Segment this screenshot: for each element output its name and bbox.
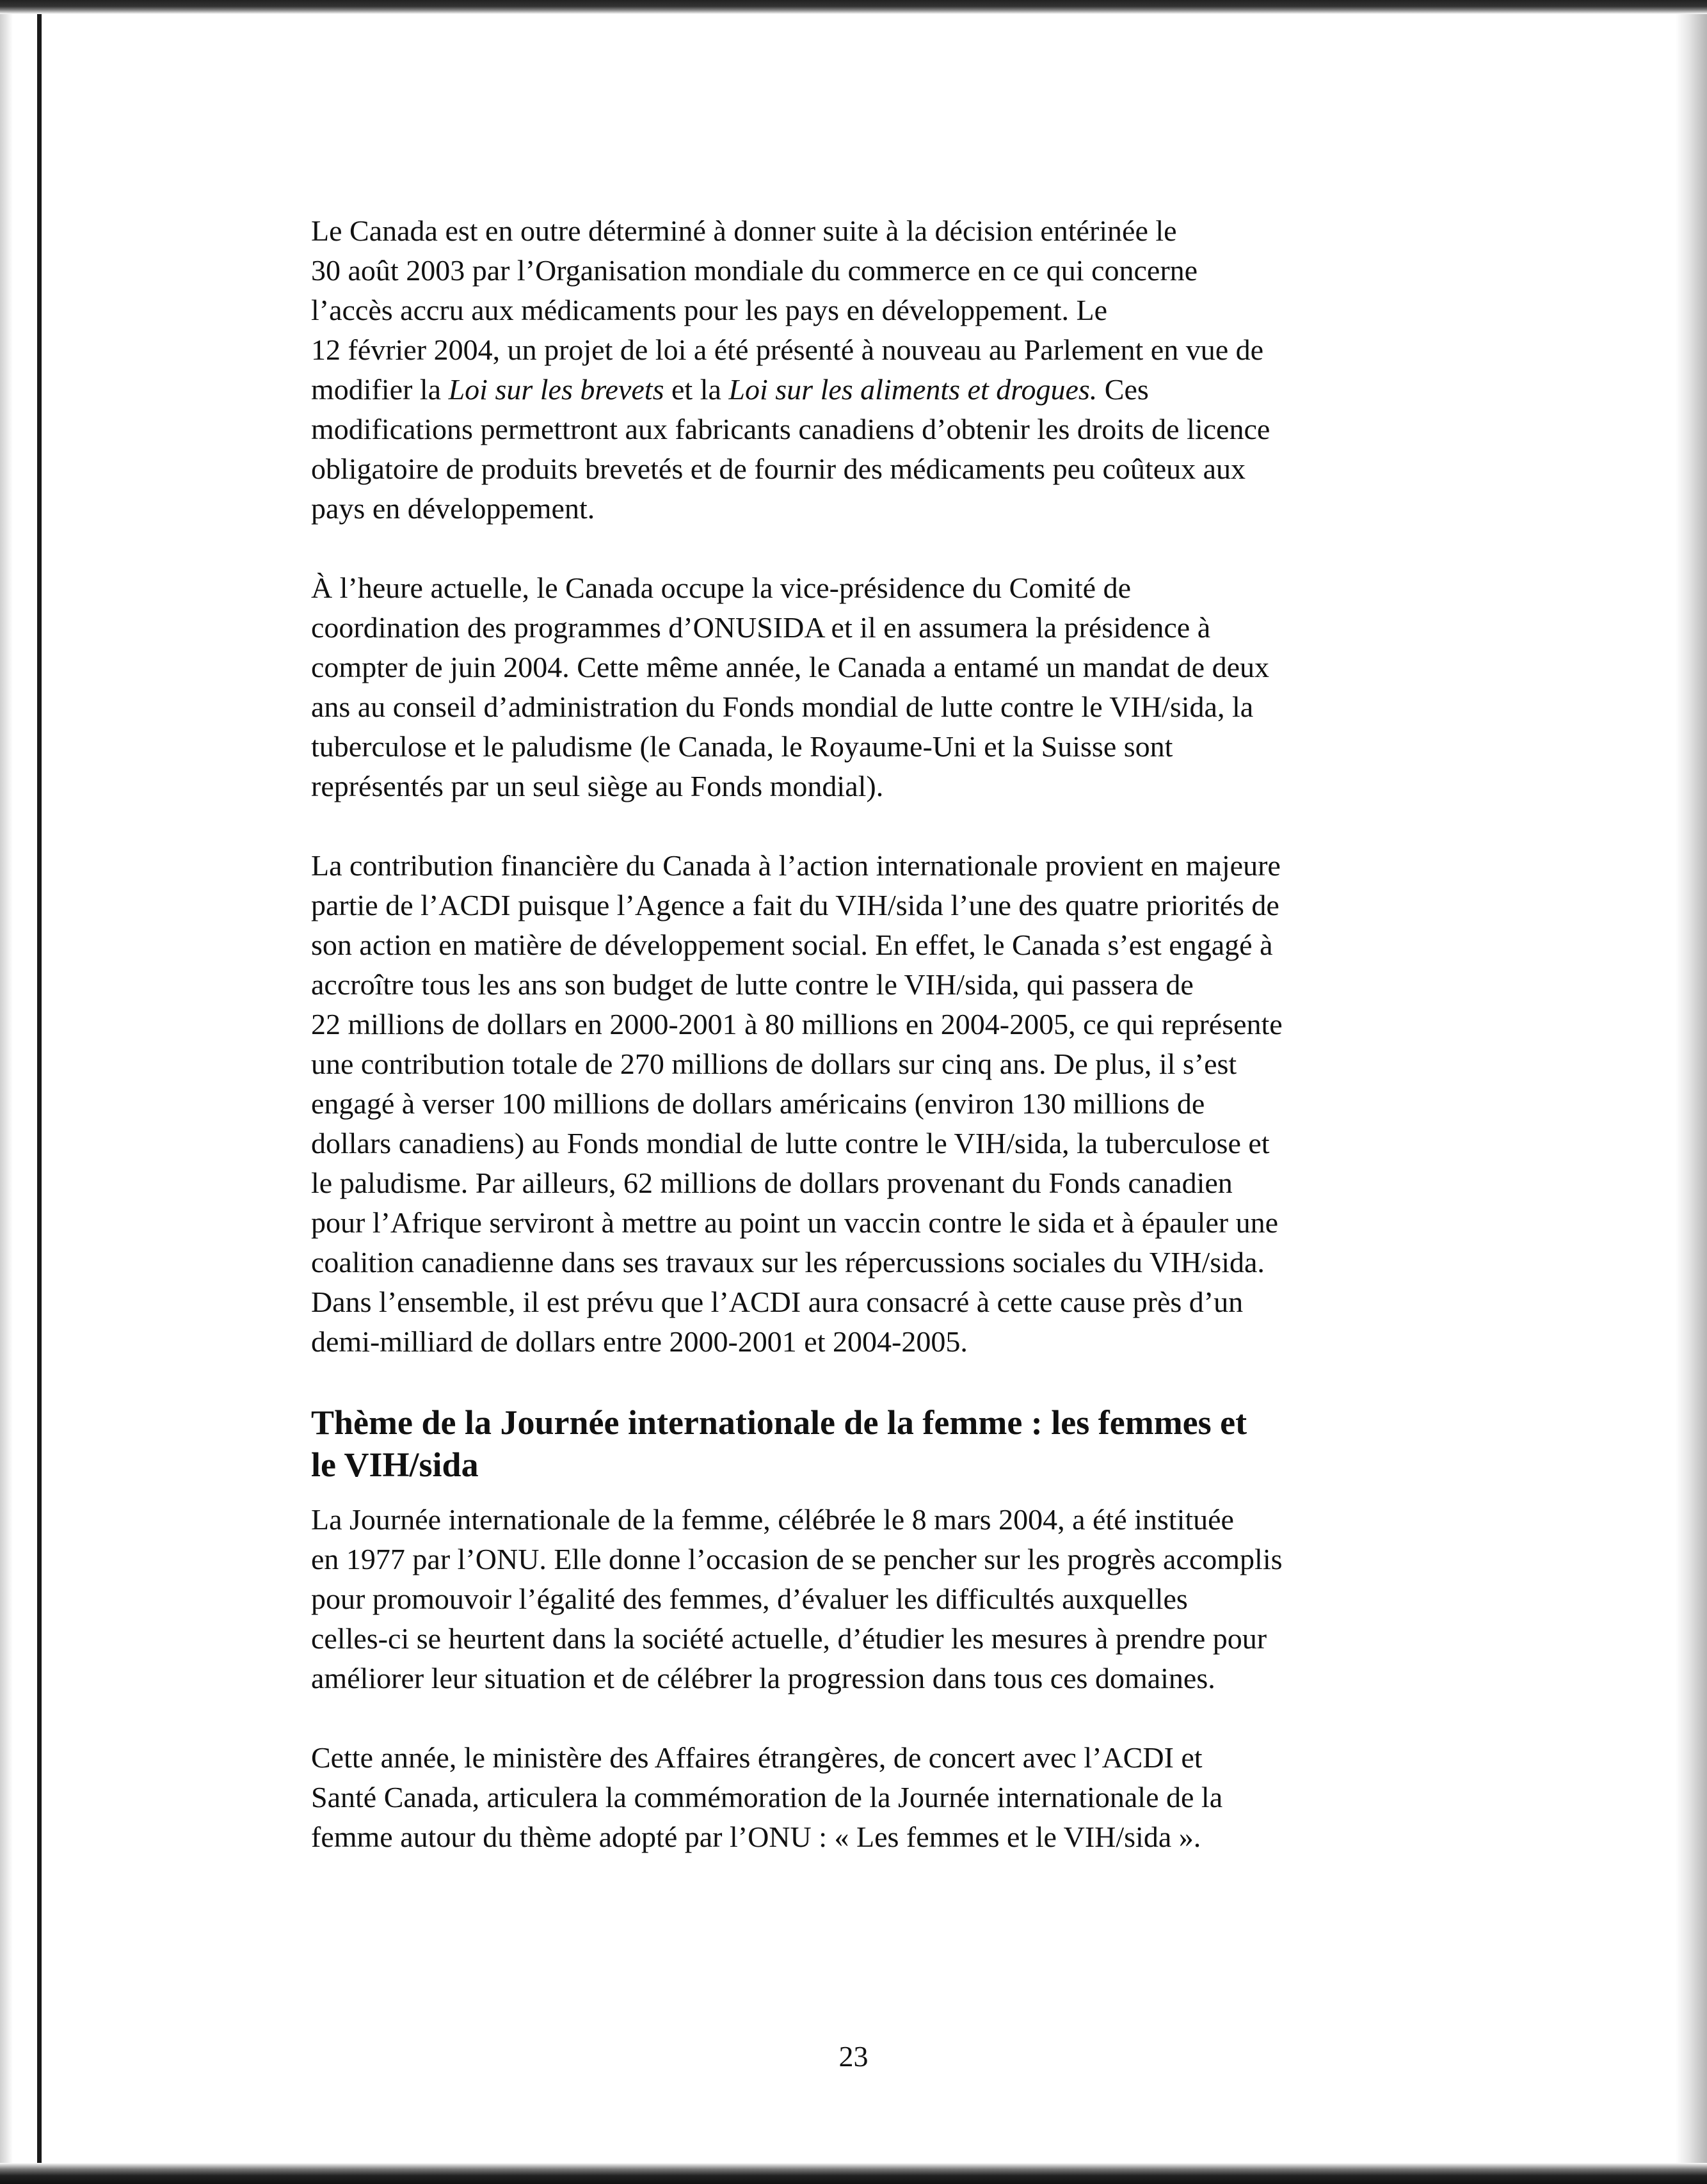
paragraph-trips-decision	[311, 211, 1412, 529]
page-number: 23	[838, 2040, 869, 2073]
scan-shadow-left	[0, 14, 13, 2165]
scan-border-bottom	[0, 2163, 1707, 2184]
page-body	[311, 211, 1412, 1897]
section-heading: Thème de la Journée internationale de la femme : les femmes et le VIH/sida	[311, 1403, 1247, 1484]
scan-shadow-right	[1676, 14, 1707, 2165]
paragraph-text: Le Canada est en outre déterminé à donner suite à la décision entérinée le 30 août 2003 par l’Organisation mondiale du commerce en ce qui concerne l’accès accru aux médicaments pour les pays en développement. Le 12 février 2004, un projet de loi a été présenté à nouveau au Parlement en vue de modifier la	[311, 214, 1264, 406]
law-title-food-and-drugs-act: Loi sur les aliments et drogues.	[728, 373, 1098, 406]
scan-border-top	[0, 0, 1707, 14]
paragraph-text: Ces modifications permettront aux fabricants canadiens d’obtenir les droits de licence obligatoire de produits brevetés et de fournir des médicaments peu coûteux aux pays en développement.	[311, 373, 1270, 525]
paragraph-cida-contribution: La contribution financière du Canada à l’action internationale provient en majeure partie de l’ACDI puisque l’Agence a fait du VIH/sida l’une des quatre priorités de son action en matière de développement social. En effet, le Canada s’est engagé à accroître tous les ans son budget de lutte contre le VIH/sida, qui passera de 22 millions de dollars en 2000-2001 à 80 millions en 2004-2005, ce qui représente une contribution totale de 270 millions de dollars sur cinq ans. De plus, il s’est engagé à verser 100 millions de dollars américains (environ 130 millions de dollars canadiens) au Fonds mondial de lutte contre le VIH/sida, la tuberculose et le paludisme. Par ailleurs, 62 millions de dollars provenant du Fonds canadien pour l’Afrique serviront à mettre au point un vaccin contre le sida et à épauler une coalition canadienne dans ses travaux sur les répercussions sociales du VIH/sida. Dans l’ensemble, il est prévu que l’ACDI aura consacré à cette cause près d’un demi-milliard de dollars entre 2000-2001 et 2004-2005.	[311, 849, 1283, 1358]
law-title-patent-act: Loi sur les brevets	[448, 373, 664, 406]
paragraph-unaids-role: À l’heure actuelle, le Canada occupe la vice-présidence du Comité de coordination des programmes d’ONUSIDA et il en assumera la présidence à compter de juin 2004. Cette même année, le Canada a entamé un mandat de deux ans au conseil d’administration du Fonds mondial de lutte contre le VIH/sida, la tuberculose et le paludisme (le Canada, le Royaume-Uni et la Suisse sont représentés par un seul siège au Fonds mondial).	[311, 571, 1269, 802]
paragraph-text: et la	[664, 373, 729, 406]
scan-border-left	[37, 14, 42, 2165]
paragraph-commemoration-theme: Cette année, le ministère des Affaires étrangères, de concert avec l’ACDI et Santé Canada, articulera la commémoration de la Journée internationale de la femme autour du thème adopté par l’ONU : « Les femmes et le VIH/sida ».	[311, 1741, 1223, 1853]
paragraph-womens-day: La Journée internationale de la femme, célébrée le 8 mars 2004, a été instituée en 1977 par l’ONU. Elle donne l’occasion de se pencher sur les progrès accomplis pour promouvoir l’égalité des femmes, d’évaluer les difficultés auxquelles celles-ci se heurtent dans la société actuelle, d’étudier les mesures à prendre pour améliorer leur situation et de célébrer la progression dans tous ces domaines.	[311, 1503, 1283, 1694]
